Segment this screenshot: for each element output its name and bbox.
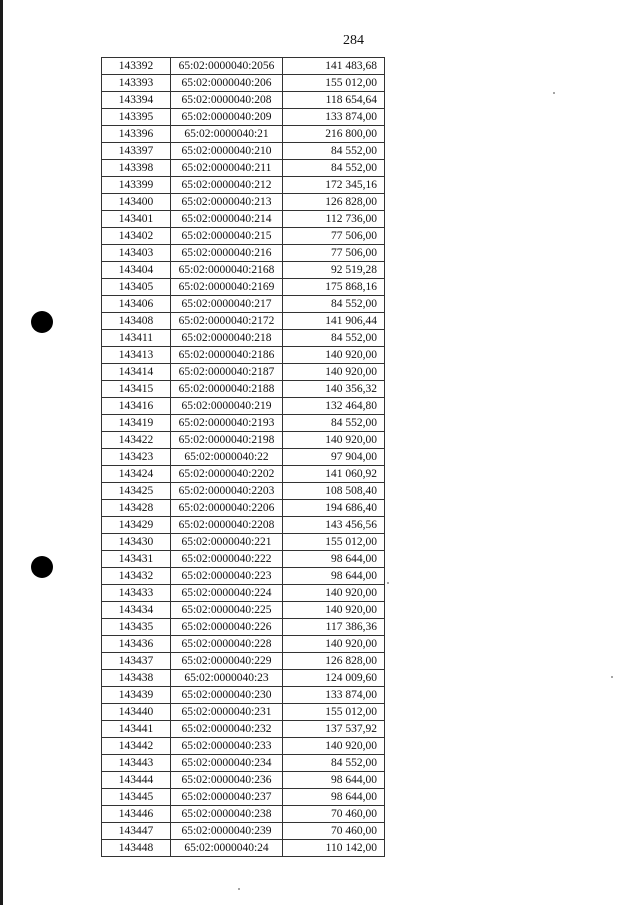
cadastral-number-cell: 65:02:0000040:24 <box>171 840 283 857</box>
cadastral-value-cell: 175 868,16 <box>283 279 385 296</box>
table-row <box>102 415 385 432</box>
table-row <box>102 381 385 398</box>
record-number-cell: 143414 <box>102 364 171 381</box>
cadastral-value-cell: 140 920,00 <box>283 585 385 602</box>
cadastral-value-cell: 84 552,00 <box>283 330 385 347</box>
record-number-cell: 143392 <box>102 58 171 75</box>
cadastral-value-cell: 133 874,00 <box>283 109 385 126</box>
record-number-cell: 143441 <box>102 721 171 738</box>
scan-speck <box>553 92 555 94</box>
cadastral-number-cell: 65:02:0000040:223 <box>171 568 283 585</box>
table-row <box>102 262 385 279</box>
table-row <box>102 228 385 245</box>
cadastral-value-cell: 143 456,56 <box>283 517 385 534</box>
table-row <box>102 585 385 602</box>
cadastral-value-cell: 124 009,60 <box>283 670 385 687</box>
cadastral-value-cell: 137 537,92 <box>283 721 385 738</box>
cadastral-number-cell: 65:02:0000040:2193 <box>171 415 283 432</box>
table-row <box>102 160 385 177</box>
table-row <box>102 755 385 772</box>
cadastral-value-cell: 140 920,00 <box>283 364 385 381</box>
cadastral-number-cell: 65:02:0000040:206 <box>171 75 283 92</box>
cadastral-number-cell: 65:02:0000040:208 <box>171 92 283 109</box>
cadastral-value-cell: 141 060,92 <box>283 466 385 483</box>
table-body <box>102 58 385 857</box>
cadastral-number-cell: 65:02:0000040:228 <box>171 636 283 653</box>
table-row <box>102 330 385 347</box>
cadastral-number-cell: 65:02:0000040:2056 <box>171 58 283 75</box>
scan-speck <box>387 582 389 584</box>
cadastral-value-cell: 98 644,00 <box>283 568 385 585</box>
table-row <box>102 738 385 755</box>
cadastral-number-cell: 65:02:0000040:215 <box>171 228 283 245</box>
record-number-cell: 143416 <box>102 398 171 415</box>
cadastral-number-cell: 65:02:0000040:213 <box>171 194 283 211</box>
cadastral-number-cell: 65:02:0000040:2186 <box>171 347 283 364</box>
record-number-cell: 143402 <box>102 228 171 245</box>
record-number-cell: 143423 <box>102 449 171 466</box>
cadastral-number-cell: 65:02:0000040:226 <box>171 619 283 636</box>
table-row <box>102 466 385 483</box>
cadastral-value-cell: 118 654,64 <box>283 92 385 109</box>
punch-hole-bottom <box>31 556 53 578</box>
cadastral-number-cell: 65:02:0000040:2187 <box>171 364 283 381</box>
cadastral-number-cell: 65:02:0000040:2198 <box>171 432 283 449</box>
punch-hole-top <box>31 311 53 333</box>
record-number-cell: 143428 <box>102 500 171 517</box>
record-number-cell: 143436 <box>102 636 171 653</box>
table-row <box>102 823 385 840</box>
cadastral-value-cell: 155 012,00 <box>283 534 385 551</box>
record-number-cell: 143444 <box>102 772 171 789</box>
record-number-cell: 143440 <box>102 704 171 721</box>
record-number-cell: 143411 <box>102 330 171 347</box>
record-number-cell: 143434 <box>102 602 171 619</box>
cadastral-value-table <box>101 57 385 857</box>
record-number-cell: 143394 <box>102 92 171 109</box>
cadastral-number-cell: 65:02:0000040:234 <box>171 755 283 772</box>
record-number-cell: 143425 <box>102 483 171 500</box>
cadastral-number-cell: 65:02:0000040:229 <box>171 653 283 670</box>
cadastral-value-cell: 112 736,00 <box>283 211 385 228</box>
cadastral-number-cell: 65:02:0000040:230 <box>171 687 283 704</box>
record-number-cell: 143419 <box>102 415 171 432</box>
record-number-cell: 143432 <box>102 568 171 585</box>
cadastral-number-cell: 65:02:0000040:232 <box>171 721 283 738</box>
table-row <box>102 347 385 364</box>
cadastral-number-cell: 65:02:0000040:217 <box>171 296 283 313</box>
cadastral-number-cell: 65:02:0000040:211 <box>171 160 283 177</box>
cadastral-value-cell: 84 552,00 <box>283 143 385 160</box>
cadastral-number-cell: 65:02:0000040:2206 <box>171 500 283 517</box>
cadastral-number-cell: 65:02:0000040:22 <box>171 449 283 466</box>
cadastral-value-cell: 216 800,00 <box>283 126 385 143</box>
cadastral-value-cell: 140 920,00 <box>283 432 385 449</box>
cadastral-value-cell: 98 644,00 <box>283 772 385 789</box>
table-row <box>102 704 385 721</box>
table-row <box>102 449 385 466</box>
table-row <box>102 840 385 857</box>
cadastral-value-cell: 140 920,00 <box>283 636 385 653</box>
table-row <box>102 296 385 313</box>
cadastral-number-cell: 65:02:0000040:233 <box>171 738 283 755</box>
table-row <box>102 364 385 381</box>
table-row <box>102 772 385 789</box>
record-number-cell: 143405 <box>102 279 171 296</box>
cadastral-value-cell: 97 904,00 <box>283 449 385 466</box>
cadastral-value-cell: 141 483,68 <box>283 58 385 75</box>
cadastral-value-cell: 133 874,00 <box>283 687 385 704</box>
table-row <box>102 177 385 194</box>
cadastral-value-cell: 92 519,28 <box>283 262 385 279</box>
record-number-cell: 143442 <box>102 738 171 755</box>
cadastral-value-cell: 155 012,00 <box>283 704 385 721</box>
cadastral-value-cell: 132 464,80 <box>283 398 385 415</box>
table-row <box>102 211 385 228</box>
record-number-cell: 143446 <box>102 806 171 823</box>
cadastral-number-cell: 65:02:0000040:2208 <box>171 517 283 534</box>
record-number-cell: 143395 <box>102 109 171 126</box>
cadastral-number-cell: 65:02:0000040:214 <box>171 211 283 228</box>
record-number-cell: 143424 <box>102 466 171 483</box>
cadastral-number-cell: 65:02:0000040:224 <box>171 585 283 602</box>
page-number: 284 <box>343 33 364 48</box>
table-row <box>102 483 385 500</box>
record-number-cell: 143448 <box>102 840 171 857</box>
record-number-cell: 143397 <box>102 143 171 160</box>
record-number-cell: 143413 <box>102 347 171 364</box>
table-row <box>102 279 385 296</box>
table-row <box>102 126 385 143</box>
cadastral-value-cell: 84 552,00 <box>283 296 385 313</box>
cadastral-number-cell: 65:02:0000040:231 <box>171 704 283 721</box>
cadastral-number-cell: 65:02:0000040:209 <box>171 109 283 126</box>
scan-speck <box>611 676 613 678</box>
record-number-cell: 143408 <box>102 313 171 330</box>
cadastral-number-cell: 65:02:0000040:219 <box>171 398 283 415</box>
table-row <box>102 58 385 75</box>
cadastral-number-cell: 65:02:0000040:239 <box>171 823 283 840</box>
cadastral-number-cell: 65:02:0000040:2169 <box>171 279 283 296</box>
cadastral-value-cell: 77 506,00 <box>283 245 385 262</box>
record-number-cell: 143430 <box>102 534 171 551</box>
cadastral-number-cell: 65:02:0000040:2172 <box>171 313 283 330</box>
cadastral-value-cell: 84 552,00 <box>283 415 385 432</box>
table-row <box>102 109 385 126</box>
record-number-cell: 143393 <box>102 75 171 92</box>
table-row <box>102 75 385 92</box>
table-row <box>102 534 385 551</box>
cadastral-number-cell: 65:02:0000040:216 <box>171 245 283 262</box>
cadastral-value-cell: 84 552,00 <box>283 755 385 772</box>
record-number-cell: 143415 <box>102 381 171 398</box>
table-row <box>102 670 385 687</box>
cadastral-value-cell: 70 460,00 <box>283 806 385 823</box>
scan-speck <box>238 888 240 890</box>
cadastral-value-cell: 98 644,00 <box>283 789 385 806</box>
table-row <box>102 687 385 704</box>
table-row <box>102 789 385 806</box>
cadastral-value-cell: 117 386,36 <box>283 619 385 636</box>
cadastral-number-cell: 65:02:0000040:225 <box>171 602 283 619</box>
record-number-cell: 143401 <box>102 211 171 228</box>
cadastral-value-cell: 140 920,00 <box>283 602 385 619</box>
cadastral-value-cell: 108 508,40 <box>283 483 385 500</box>
cadastral-value-cell: 140 356,32 <box>283 381 385 398</box>
cadastral-number-cell: 65:02:0000040:218 <box>171 330 283 347</box>
record-number-cell: 143435 <box>102 619 171 636</box>
cadastral-value-cell: 84 552,00 <box>283 160 385 177</box>
cadastral-number-cell: 65:02:0000040:222 <box>171 551 283 568</box>
record-number-cell: 143398 <box>102 160 171 177</box>
table-row <box>102 143 385 160</box>
cadastral-value-cell: 172 345,16 <box>283 177 385 194</box>
record-number-cell: 143438 <box>102 670 171 687</box>
cadastral-number-cell: 65:02:0000040:2168 <box>171 262 283 279</box>
cadastral-value-cell: 126 828,00 <box>283 653 385 670</box>
cadastral-number-cell: 65:02:0000040:210 <box>171 143 283 160</box>
record-number-cell: 143439 <box>102 687 171 704</box>
record-number-cell: 143400 <box>102 194 171 211</box>
table-row <box>102 194 385 211</box>
cadastral-number-cell: 65:02:0000040:21 <box>171 126 283 143</box>
cadastral-number-cell: 65:02:0000040:236 <box>171 772 283 789</box>
record-number-cell: 143447 <box>102 823 171 840</box>
cadastral-number-cell: 65:02:0000040:237 <box>171 789 283 806</box>
scan-left-edge <box>0 0 3 905</box>
record-number-cell: 143396 <box>102 126 171 143</box>
record-number-cell: 143399 <box>102 177 171 194</box>
record-number-cell: 143445 <box>102 789 171 806</box>
cadastral-number-cell: 65:02:0000040:238 <box>171 806 283 823</box>
record-number-cell: 143443 <box>102 755 171 772</box>
cadastral-number-cell: 65:02:0000040:2202 <box>171 466 283 483</box>
table-row <box>102 636 385 653</box>
table-row <box>102 432 385 449</box>
cadastral-value-cell: 110 142,00 <box>283 840 385 857</box>
cadastral-value-cell: 77 506,00 <box>283 228 385 245</box>
record-number-cell: 143404 <box>102 262 171 279</box>
table-row <box>102 517 385 534</box>
table-row <box>102 653 385 670</box>
record-number-cell: 143433 <box>102 585 171 602</box>
table-row <box>102 551 385 568</box>
record-number-cell: 143406 <box>102 296 171 313</box>
table-row <box>102 92 385 109</box>
cadastral-value-cell: 155 012,00 <box>283 75 385 92</box>
cadastral-number-cell: 65:02:0000040:2203 <box>171 483 283 500</box>
record-number-cell: 143403 <box>102 245 171 262</box>
cadastral-number-cell: 65:02:0000040:2188 <box>171 381 283 398</box>
cadastral-value-cell: 141 906,44 <box>283 313 385 330</box>
table-row <box>102 398 385 415</box>
cadastral-value-cell: 140 920,00 <box>283 738 385 755</box>
record-number-cell: 143422 <box>102 432 171 449</box>
record-number-cell: 143429 <box>102 517 171 534</box>
table-row <box>102 602 385 619</box>
table-row <box>102 619 385 636</box>
table-row <box>102 500 385 517</box>
cadastral-value-cell: 70 460,00 <box>283 823 385 840</box>
cadastral-value-cell: 140 920,00 <box>283 347 385 364</box>
cadastral-value-cell: 98 644,00 <box>283 551 385 568</box>
table-row <box>102 568 385 585</box>
table-row <box>102 313 385 330</box>
table-row <box>102 806 385 823</box>
cadastral-number-cell: 65:02:0000040:212 <box>171 177 283 194</box>
record-number-cell: 143431 <box>102 551 171 568</box>
table-row <box>102 721 385 738</box>
cadastral-number-cell: 65:02:0000040:23 <box>171 670 283 687</box>
cadastral-value-cell: 194 686,40 <box>283 500 385 517</box>
cadastral-number-cell: 65:02:0000040:221 <box>171 534 283 551</box>
table-row <box>102 245 385 262</box>
record-number-cell: 143437 <box>102 653 171 670</box>
cadastral-value-cell: 126 828,00 <box>283 194 385 211</box>
